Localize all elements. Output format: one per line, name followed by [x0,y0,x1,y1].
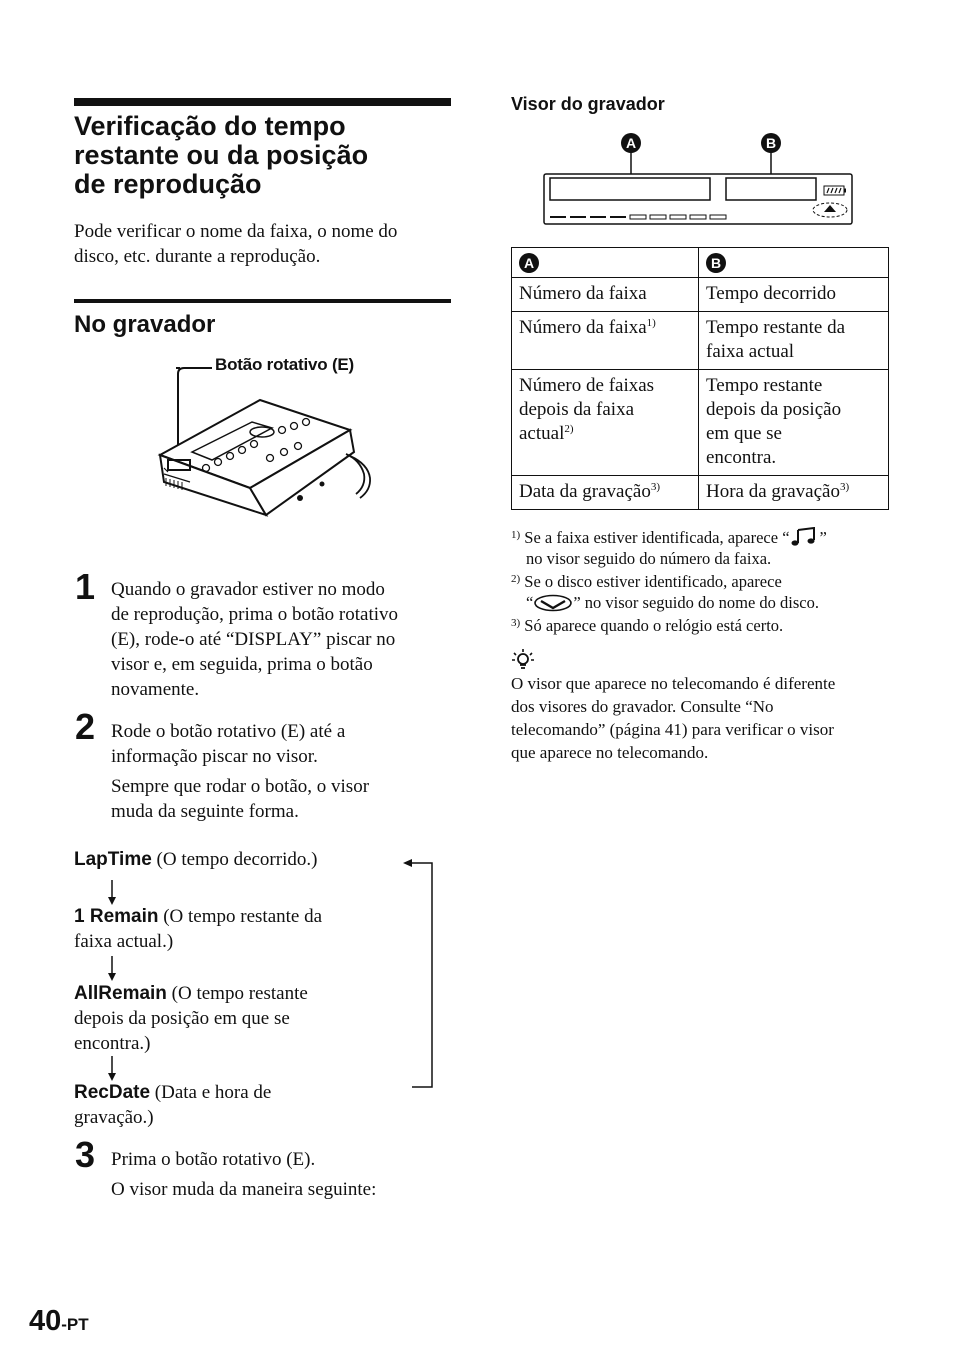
footnote-2: $^{2)}$ Se o disco estiver identificado, aparece “ ” no visor seguido do nome do disco. [511,572,819,612]
table-cell: Número da faixa$^{1)}$ [512,312,699,370]
table-cell: Número da faixa [512,278,699,312]
recorder-illustration [150,360,380,540]
cycle-desc: (Data e hora de [150,1082,272,1103]
footnote-ref: 3) [650,481,661,493]
step-1-text [111,577,461,702]
table-row [512,312,889,370]
table-header-cell [512,248,699,278]
cycle-keyword: RecDate [74,1082,151,1103]
step-3-line: Prima o botão rotativo (E). [111,1149,316,1170]
step-2-line: Rode o botão rotativo (E) até a [111,721,346,742]
heading-line-2: restante ou da posição [74,140,369,170]
section-rule [74,299,451,303]
table-row [512,278,889,312]
step-1-number: 1 [75,566,96,607]
display-info-table [511,247,889,510]
step-2-text [111,719,461,824]
page-number [29,1304,89,1343]
step-3-text [111,1147,461,1202]
label-b-badge: B [761,133,781,153]
section-title: No gravador [74,311,216,338]
table-cell: Tempo restante depois da posição em que se encontra. [699,370,889,476]
table-cell: Tempo restante da faixa actual [699,312,889,370]
tip-text: O visor que aparece no telecomando é diferente dos visores do gravador. Consulte “No telecomando” (página 41) para verificar o visor que aparece no telecomando. [511,674,836,762]
label-b-badge: B [706,253,726,273]
display-section-title: Visor do gravador [511,94,665,114]
step-3-number: 3 [75,1134,96,1175]
page-number-suffix: -PT [61,1315,89,1334]
footnote-1: $^{1)}$ Se a faixa estiver identificada, aparece “ ” no visor seguido do número da faixa. [511,528,827,568]
heading-line-3: de reprodução [74,169,262,199]
table-header-row [512,248,889,278]
cycle-desc: depois da posição em que se [74,1008,290,1029]
page-heading [74,112,464,199]
cycle-keyword: LapTime [74,849,152,870]
cycle-desc: faixa actual.) [74,931,174,952]
step-1-line: (E), rode-o até “DISPLAY” piscar no [111,629,396,650]
cycle-desc: (O tempo restante da [158,906,323,927]
step-1-line: visor e, em seguida, prima o botão [111,654,373,675]
step-2-line: muda da seguinte forma. [111,801,299,822]
table-row [512,370,889,476]
page-number-value: 40 [29,1305,62,1337]
cycle-arrows [100,855,440,1095]
intro-line-1: Pode verificar o nome da faixa, o nome do [74,221,398,242]
table-row [512,476,889,510]
music-note-icon [790,527,820,547]
cycle-desc: (O tempo restante [166,983,308,1004]
tip-lightbulb-icon [511,648,535,672]
heading-rule [74,98,451,106]
label-a-badge: A [519,253,539,273]
table-cell: Tempo decorrido [699,278,889,312]
label-a-badge: A [621,133,641,153]
cycle-keyword: AllRemain [74,983,167,1004]
table-cell: Data da gravação$^{3)}$ [512,476,699,510]
cycle-desc: (O tempo decorrido.) [151,849,318,870]
step-2-line: informação piscar no visor. [111,746,318,767]
footnote-3: $^{3)}$ Só aparece quando o relógio está certo. [511,616,784,635]
step-1-line: de reprodução, prima o botão rotativo [111,604,399,625]
cycle-desc: gravação.) [74,1107,154,1128]
footnote-ref: 1) [646,317,656,329]
step-1-line: novamente. [111,679,200,700]
intro-line-2: disco, etc. durante a reprodução. [74,246,321,267]
step-1-line: Quando o gravador estiver no modo [111,579,385,600]
cycle-desc: encontra.) [74,1033,151,1054]
step-2-line: Sempre que rodar o botão, o visor [111,776,370,797]
table-cell: Número de faixas depois da faixa actual$^{2)}$ [512,370,699,476]
footnote-ref: 3) [839,481,850,493]
step-3-line: O visor muda da maneira seguinte: [111,1179,377,1200]
table-cell: Hora da gravação$^{3)}$ [699,476,889,510]
disc-icon [533,594,573,612]
intro-text [74,219,464,269]
footnote-ref: 2) [564,423,574,435]
heading-line-1: Verificação do tempo [74,111,346,141]
cycle-keyword: 1 Remain [74,906,159,927]
arrow-left-icon [403,859,412,867]
table-header-cell [699,248,889,278]
step-2-number: 2 [75,706,96,747]
recorder-display-diagram [540,150,860,232]
footnotes [511,525,896,636]
figure-label: Botão rotativo (E) [215,355,355,374]
